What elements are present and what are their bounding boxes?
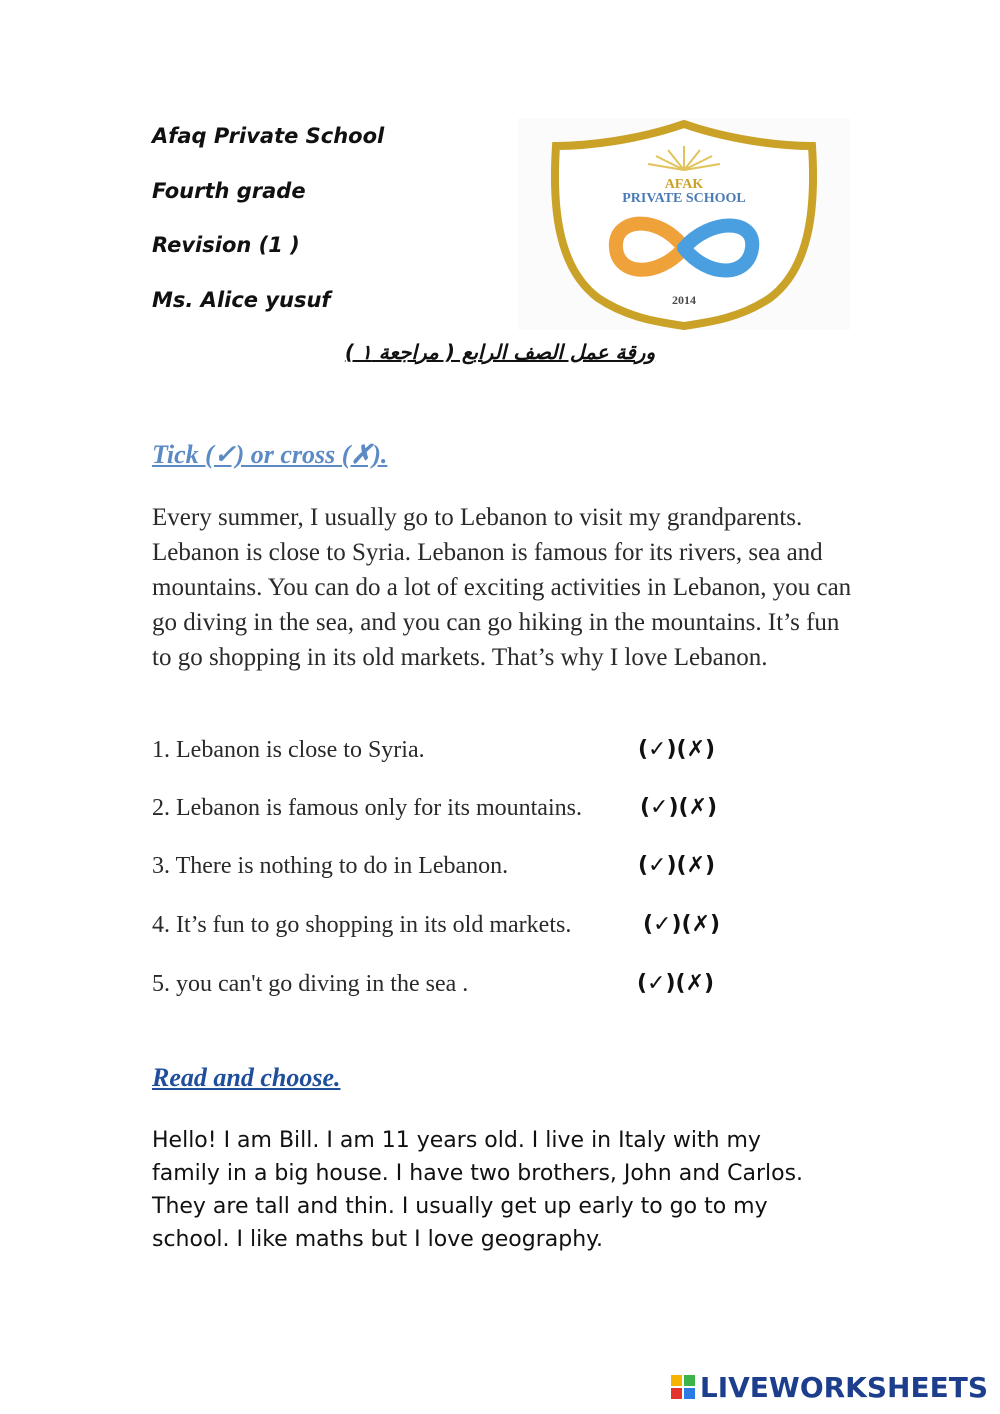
tick-cross-choice-5[interactable]: (✓)(✗) xyxy=(637,971,715,996)
tick-section-title: Tick (✓) or cross (✗). xyxy=(152,440,388,469)
logo-line2: PRIVATE SCHOOL xyxy=(622,191,746,206)
logo-line1: AFAK xyxy=(664,177,704,192)
logo-year: 2014 xyxy=(672,293,696,307)
bill-passage: Hello! I am Bill. I am 11 years old. I live in Italy with my family in a big house. I have two brothers, John and Carlos. They are tall and thin. I usually get up early to go to my school. I like maths but I love geography. xyxy=(152,1128,804,1252)
grade-label: Fourth grade xyxy=(152,179,306,203)
tick-cross-choice-2[interactable]: (✓)(✗) xyxy=(640,795,718,820)
liveworksheets-logo-icon xyxy=(670,1374,696,1400)
revision-label: Revision (1 ) xyxy=(152,233,300,257)
teacher-name: Ms. Alice yusuf xyxy=(152,288,331,312)
tick-cross-choice-3[interactable]: (✓)(✗) xyxy=(638,853,716,878)
lebanon-passage: Every summer, I usually go to Lebanon to visit my grandparents. Lebanon is close to Syria. Lebanon is famous for its rivers, sea and mountains. You can do a lot of exciting activities in Lebanon, you can go diving in the sea, and you can go hiking in the mountains. It’s fun to go shopping in its old markets. That’s why I love Lebanon. xyxy=(152,504,852,671)
read-section-title: Read and choose. xyxy=(152,1063,341,1092)
liveworksheets-footer xyxy=(670,1370,988,1404)
school-logo xyxy=(518,118,850,330)
tick-cross-choice-1[interactable]: (✓)(✗) xyxy=(638,737,716,762)
question-1: 1. Lebanon is close to Syria. xyxy=(152,737,425,763)
question-5: 5. you can't go diving in the sea . xyxy=(152,971,469,997)
arabic-title: ورقة عمل الصف الرابع ( مراجعة ١ ) xyxy=(344,340,656,364)
question-2: 2. Lebanon is famous only for its mountains. xyxy=(152,795,582,821)
school-name: Afaq Private School xyxy=(152,124,385,148)
tick-cross-choice-4[interactable]: (✓)(✗) xyxy=(643,912,721,937)
question-3: 3. There is nothing to do in Lebanon. xyxy=(152,853,509,879)
liveworksheets-brand: LIVEWORKSHEETS xyxy=(699,1370,988,1404)
question-4: 4. It’s fun to go shopping in its old markets. xyxy=(152,912,572,938)
